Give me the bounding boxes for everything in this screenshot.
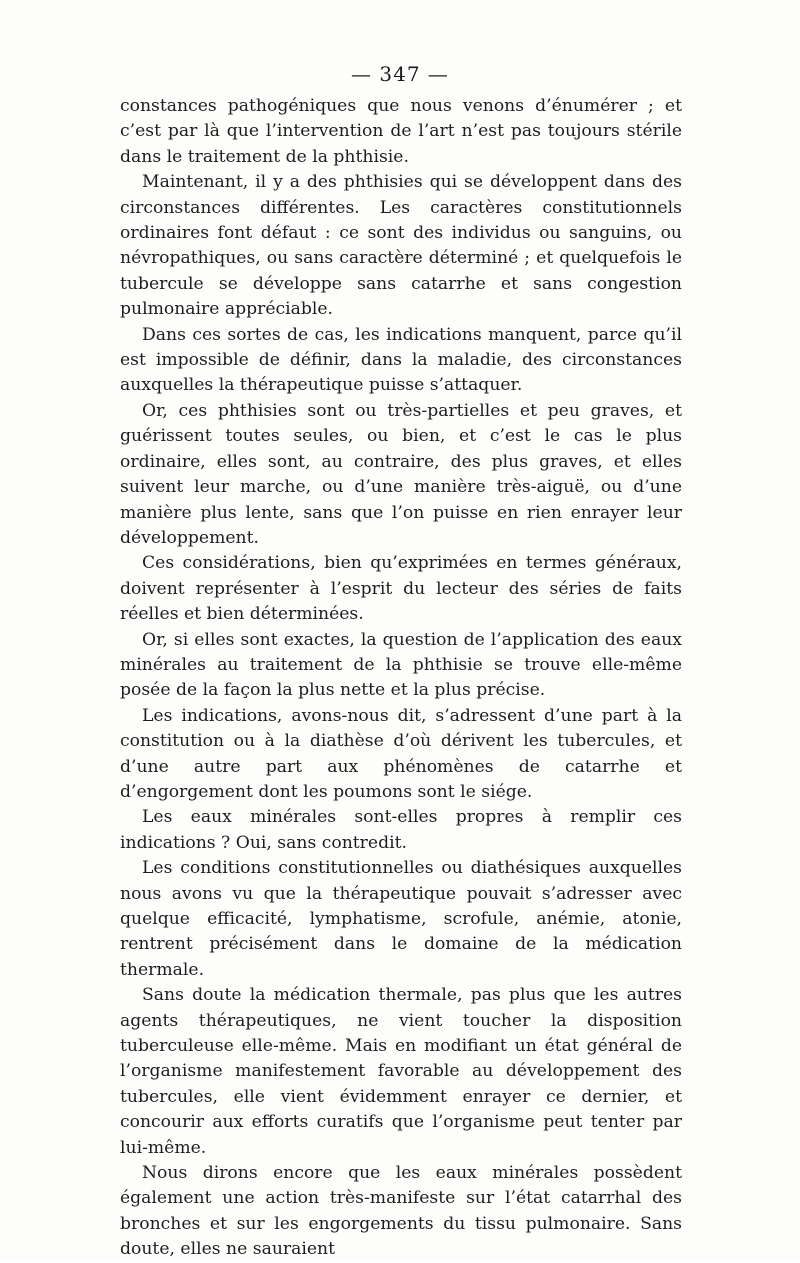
paragraph-8: Les eaux minérales sont-elles propres à remplir ces indications ? Oui, sans contredit. [120, 807, 682, 853]
body-text [120, 94, 682, 1263]
paragraph-1: constances pathogéniques que nous venons d’énumérer ; et c’est par là que l’intervention de l’art n’est pas toujours stérile dans le traitement de la phthisie. [120, 96, 682, 167]
paragraph-4: Or, ces phthisies sont ou très-partielles et peu graves, et guérissent toutes seules, ou bien, et c’est le cas le plus ordinaire, elles sont, au contraire, des plus graves, et elles suivent leur marche, ou d’une manière très-aiguë, ou d’une manière plus lente, sans que l’on puisse en rien enrayer leur développement. [120, 400, 682, 548]
paragraph-3: Dans ces sortes de cas, les indications manquent, parce qu’il est impossible de définir, dans la maladie, des circonstances auxquelles la thérapeutique puisse s’attaquer. [120, 324, 682, 396]
paragraph-7: Les indications, avons-nous dit, s’adressent d’une part à la constitution ou à la diathèse d’où dérivent les tubercules, et d’une autre part aux phénomènes de catarrhe et d’engorgement dont les poumons sont le siége. [120, 705, 682, 802]
paragraph-9: Les conditions constitutionnelles ou diathésiques auxquelles nous avons vu que la thérapeutique pouvait s’adresser avec quelque efficacité, lymphatisme, scrofule, anémie, atonie, rentrent précisément dans le domaine de la médication thermale. [120, 858, 682, 980]
paragraph-2: Maintenant, il y a des phthisies qui se développent dans des circonstances différentes. Les caractères constitutionnels ordinaires font défaut : ce sont des individus ou sanguins, ou névropathiques, ou sans caractère déterminé ; et quelquefois le tubercule se développe sans catarrhe et sans congestion pulmonaire appréciable. [120, 172, 682, 320]
paragraph-6: Or, si elles sont exactes, la question de l’application des eaux minérales au traitement de la phthisie se trouve elle-même posée de la façon la plus nette et la plus précise. [120, 629, 682, 701]
paragraph-5: Ces considérations, bien qu’exprimées en termes généraux, doivent représenter à l’esprit du lecteur des séries de faits réelles et bien déterminées. [120, 553, 682, 625]
paragraph-10: Sans doute la médication thermale, pas plus que les autres agents thérapeutiques, ne vient toucher la disposition tuberculeuse elle-même. Mais en modifiant un état général de l’organisme manifestement favorable au développement des tubercules, elle vient évidemment enrayer ce dernier, et concourir aux efforts curatifs que l’organisme peut tenter par lui-même. [120, 985, 682, 1158]
page-number: — 347 — [351, 62, 449, 86]
paragraph-11: Nous dirons encore que les eaux minérales possèdent également une action très-manifeste sur l’état catarrhal des bronches et sur les engorgements du tissu pulmonaire. Sans doute, elles ne sauraient [120, 1163, 682, 1260]
